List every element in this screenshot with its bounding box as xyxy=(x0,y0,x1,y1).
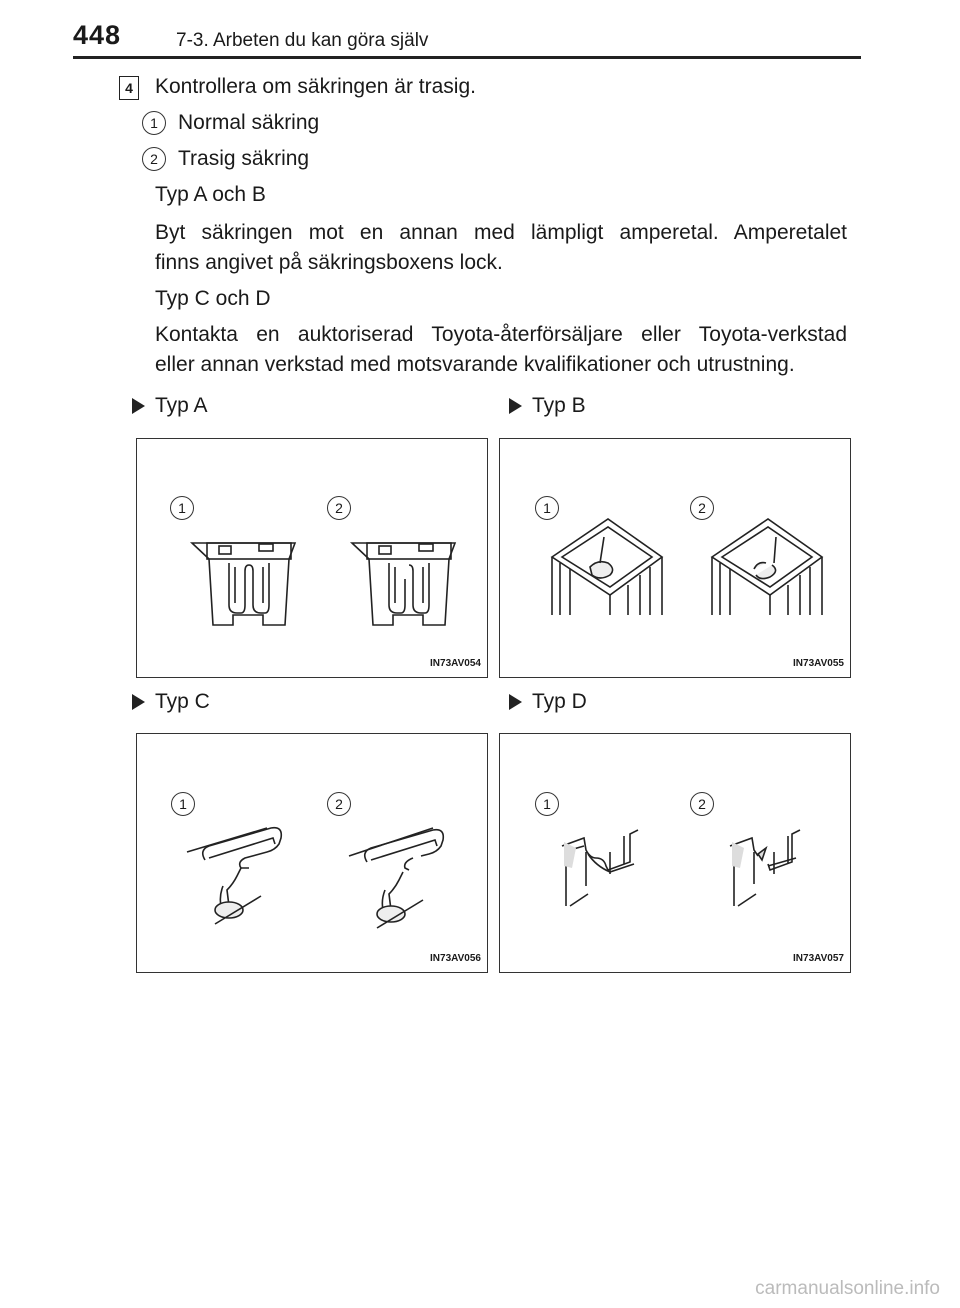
step-title: Kontrollera om säkringen är trasig. xyxy=(155,75,476,98)
type-cd-line-1: Kontakta en auktoriserad Toyota-återförsäljare eller Toyota-verkstad xyxy=(155,323,847,346)
figure-label-a: Typ A xyxy=(155,394,208,417)
type-ab-line-2: finns angivet på säkringsboxens lock. xyxy=(155,251,503,274)
figure-b-callout-2: 2 xyxy=(690,496,714,520)
figure-label-b: Typ B xyxy=(532,394,586,417)
footer-watermark: carmanualsonline.info xyxy=(755,1278,940,1299)
bullet-arrow-icon xyxy=(509,694,522,710)
strip-fuse-illustration xyxy=(137,734,489,974)
cartridge-fuse-illustration xyxy=(500,439,852,679)
item-number-2: 2 xyxy=(142,147,166,171)
header-rule xyxy=(73,56,861,59)
page-number: 448 xyxy=(73,20,122,50)
figure-a-callout-2: 2 xyxy=(327,496,351,520)
bullet-arrow-icon xyxy=(509,398,522,414)
figure-a-code: IN73AV054 xyxy=(430,658,481,669)
figure-b-code: IN73AV055 xyxy=(793,658,844,669)
figure-type-a xyxy=(136,438,488,678)
page-header xyxy=(0,0,960,62)
figure-type-c xyxy=(136,733,488,973)
figure-d-callout-2: 2 xyxy=(690,792,714,816)
bolt-fuse-illustration xyxy=(500,734,852,974)
type-cd-line-2: eller annan verkstad med motsvarande kvalifikationer och utrustning. xyxy=(155,353,795,376)
bullet-arrow-icon xyxy=(132,398,145,414)
item-label-normal: Normal säkring xyxy=(178,111,320,134)
item-number-1: 1 xyxy=(142,111,166,135)
figure-type-d xyxy=(499,733,851,973)
section-title: 7-3. Arbeten du kan göra själv xyxy=(176,30,429,51)
figure-c-code: IN73AV056 xyxy=(430,953,481,964)
figure-d-code: IN73AV057 xyxy=(793,953,844,964)
item-label-broken: Trasig säkring xyxy=(178,147,310,170)
figure-a-callout-1: 1 xyxy=(170,496,194,520)
step-number-box: 4 xyxy=(119,76,139,100)
figure-type-b xyxy=(499,438,851,678)
blade-fuse-illustration xyxy=(137,439,489,679)
figure-d-callout-1: 1 xyxy=(535,792,559,816)
figure-c-callout-1: 1 xyxy=(171,792,195,816)
figure-label-c: Typ C xyxy=(155,690,210,713)
bullet-arrow-icon xyxy=(132,694,145,710)
figure-b-callout-1: 1 xyxy=(535,496,559,520)
type-ab-line-1: Byt säkringen mot en annan med lämpligt amperetal. Amperetalet xyxy=(155,221,847,244)
figure-c-callout-2: 2 xyxy=(327,792,351,816)
figure-label-d: Typ D xyxy=(532,690,587,713)
type-cd-heading: Typ C och D xyxy=(155,287,271,310)
type-ab-heading: Typ A och B xyxy=(155,183,266,206)
